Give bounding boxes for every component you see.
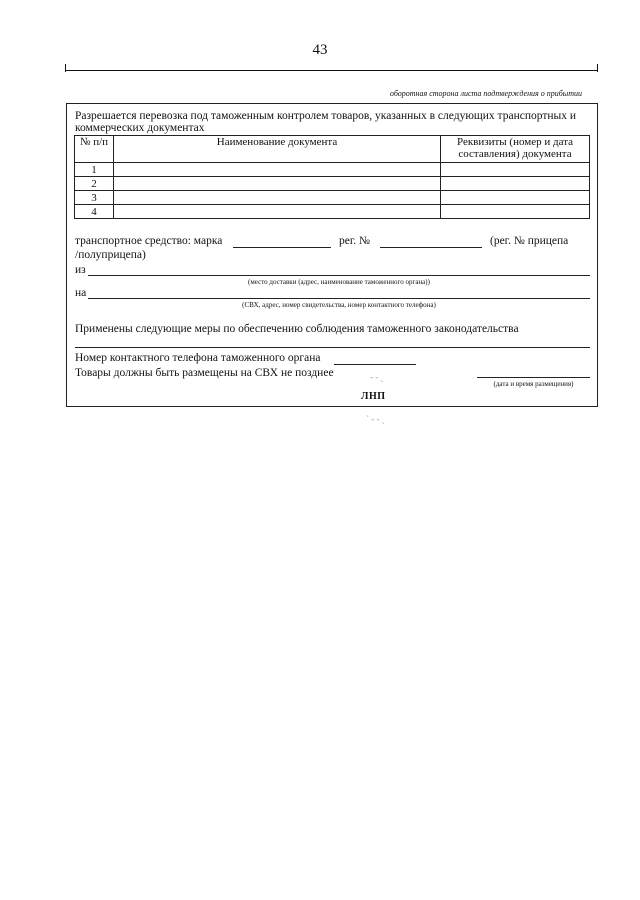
table-cell-document-name[interactable] [114,205,441,219]
table-row [75,191,590,205]
to-caption: (СВХ, адрес, номер свидетельства, номер контактного телефона) [242,301,436,309]
from-label: из [75,264,86,276]
table-cell-document-details[interactable] [441,163,590,177]
transport-reg-label: рег. № [339,235,370,247]
table-cell-number: 1 [75,163,114,177]
intro-text: Разрешается перевозка под таможенным контролем товаров, указанных в следующих транспортных и коммерческих документах [75,110,577,134]
table-header-row [75,136,590,163]
table-cell-document-details[interactable] [441,191,590,205]
table-header-number: № п/п [75,136,114,163]
header-rule-left-tick [65,64,66,72]
transport-reg-field[interactable] [380,247,482,248]
table-cell-document-name[interactable] [114,191,441,205]
documents-table [74,135,590,219]
table-header-document-name: Наименование документа [114,136,441,163]
table-cell-number: 3 [75,191,114,205]
stamp-mark-icon: ‐ ‐ ˎ [370,372,384,382]
stamp-mark-icon: ˋ ‐ ‐ ˏ [366,414,385,424]
page-number: 43 [312,42,328,58]
table-row [75,205,590,219]
deadline-label: Товары должны быть размещены на СВХ не позднее [75,367,334,379]
to-label: на [75,287,87,299]
deadline-field[interactable] [477,377,590,378]
stamp-text: ЛНП [361,391,386,402]
trailer-reg-label-cont: /полуприцепа) [75,249,146,261]
from-field[interactable] [88,275,590,276]
table-cell-document-name[interactable] [114,163,441,177]
to-field[interactable] [88,298,590,299]
trailer-reg-label: (рег. № прицепа [490,235,569,247]
header-rule [66,70,598,71]
form-subtitle: оборотная сторона листа подтверждения о прибытии [389,89,582,98]
contact-phone-label: Номер контактного телефона таможенного органа [75,352,321,364]
table-row [75,177,590,191]
table-header-document-details: Реквизиты (номер и дата составления) документа [441,136,590,163]
table-cell-document-details[interactable] [441,177,590,191]
table-row [75,163,590,177]
table-cell-document-details[interactable] [441,205,590,219]
measures-field[interactable] [75,347,590,348]
header-rule-right-tick [597,64,598,72]
deadline-caption: (дата и время размещения) [493,380,574,388]
transport-brand-label: транспортное средство: марка [75,235,223,247]
transport-brand-field[interactable] [233,247,331,248]
measures-text: Применены следующие меры по обеспечению соблюдения таможенного законодательства [75,323,519,335]
table-cell-number: 2 [75,177,114,191]
table-cell-document-name[interactable] [114,177,441,191]
contact-phone-field[interactable] [334,364,416,365]
from-caption: (место доставки (адрес, наименование таможенного органа)) [248,278,430,286]
table-cell-number: 4 [75,205,114,219]
